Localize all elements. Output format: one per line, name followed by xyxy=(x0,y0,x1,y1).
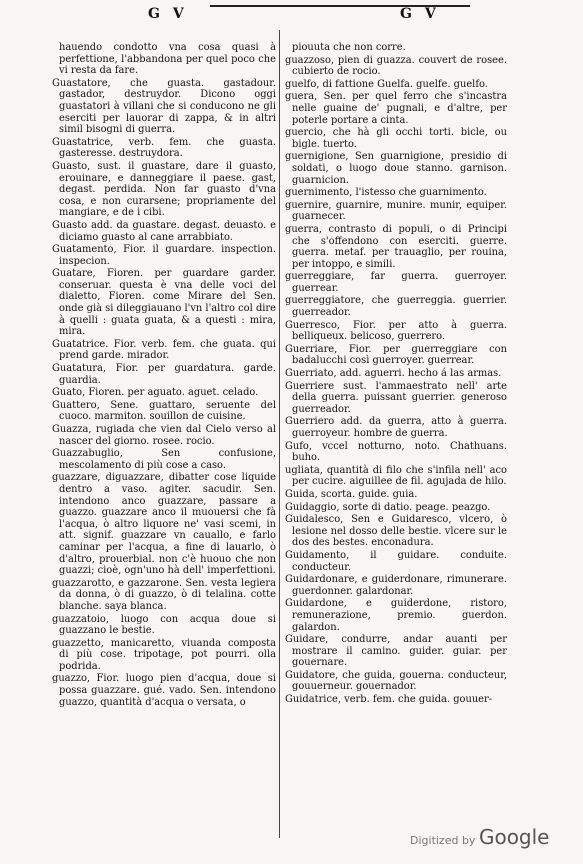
dictionary-entry: Guazzabuglio, Sen confusione, mescolamento di più cose a caso. xyxy=(52,448,276,471)
watermark-brand: Google xyxy=(478,825,550,849)
right-column xyxy=(285,42,507,707)
dictionary-entry: guazzatoio, luogo con acqua doue si guazzano le bestie. xyxy=(52,613,276,637)
dictionary-entry: guelfo, di fattione Guelfa. guelfe. guelfo. xyxy=(285,78,488,90)
column-divider xyxy=(279,30,280,838)
dictionary-entry: guerreggiatore, che guerreggia. guerrier. guerreador. xyxy=(285,295,507,319)
dictionary-entry: ugliata, quantità di filo che s'infila nell' aco per cucire. aiguillee de fil. agujada de hilo. xyxy=(285,464,507,488)
dictionary-entry: Guattero, Sene. guattaro, seruente del cuoco. marmiton. souillon de cuisine. xyxy=(52,399,276,423)
digitization-watermark xyxy=(410,825,549,849)
dictionary-entry: guernimento, l'istesso che guarnimento. xyxy=(285,187,487,199)
dictionary-entry: Guato, Fioren. per aguato. aguet. celado. xyxy=(52,387,259,399)
dictionary-entry: hauendo condotto vna cosa quasi à perfettione, l'abbandona per quel poco che vi resta da fare. xyxy=(59,42,276,77)
dictionary-entry: guerreggiare, far guerra. guerroyer. guerrear. xyxy=(285,271,507,294)
dictionary-entry: Guazza, rugiada che vien dal Cielo verso al nascer del giorno. rosee. rocio. xyxy=(52,424,276,447)
dictionary-entry: Guerriato, add. aguerri. hecho á las armas. xyxy=(285,368,502,380)
left-column xyxy=(52,42,276,709)
dictionary-entry: Guerriero add. da guerra, atto à guerra. guerroyeur. hombre de guerra. xyxy=(285,416,507,439)
dictionary-entry: Guidaggio, sorte di datio. peage. peazgo. xyxy=(285,501,491,513)
dictionary-entry: Guasto, sust. il guastare, dare il guasto, erouinare, e danneggiare il paese. gast, degast. perdida. Non far guasto d'vna cosa, e non curarsene; propriamente del mangiare, e de i cibi. xyxy=(52,160,276,219)
running-header-right: G V xyxy=(400,6,440,22)
dictionary-entry: Guidamento, il guidare. conduite. conducteur. xyxy=(285,549,507,573)
dictionary-entry: Guatatrice. Fior. verb. fem. che guata. qui prend garde. mirador. xyxy=(52,338,276,362)
dictionary-entry: Guida, scorta. guide. guia. xyxy=(285,488,418,500)
dictionary-entry: guerra, contrasto di populi, o di Principi che s'offendono con eserciti. guerre. guerra. metaf. per trauaglio, per rouina, per intoppo, e simili. xyxy=(285,223,507,270)
dictionary-entry: guernire, guarnire, munire. munir, equiper. guarnecer. xyxy=(285,199,507,223)
dictionary-entry: Guidare, condurre, andar auanti per mostrare il camino. guider. guiar. per gouernare. xyxy=(285,634,507,669)
dictionary-entry: guazzoso, pien di guazza. couvert de rosee. cubierto de rocio. xyxy=(285,54,507,78)
dictionary-entry: Guidardone, e guiderdone, ristoro, remunerazione, premio. guerdon. galardon. xyxy=(285,598,507,633)
dictionary-entry: Gufo, vccel notturno, noto. Chathuans. buho. xyxy=(285,440,507,464)
dictionary-entry: guazzetto, manicaretto, viuanda composta di più cose. tripotage, pot pourri. olla podrida. xyxy=(52,637,276,672)
dictionary-entry: guernigione, Sen guarnigione, presidio di soldati, o luogo doue stanno. garnison. guarnicion. xyxy=(285,151,507,186)
dictionary-entry: Guerresco, Fior. per atto à guerra. belliqueux. belicoso, guerrero. xyxy=(285,319,507,343)
dictionary-entry: Guatamento, Fior. il guardare. inspection. inspecion. xyxy=(52,244,276,267)
dictionary-entry: Guerriere sust. l'ammaestrato nell' arte della guerra. puissant guerrier. generoso guerreador. xyxy=(285,380,507,415)
dictionary-entry: guazzarotto, e gazzarone. Sen. vesta legiera da donna, ò di guazzo, ò di telalina. cotte blanche. saya blanca. xyxy=(52,577,276,612)
dictionary-entry: Guatatura, Fior. per guardatura. garde. guardia. xyxy=(52,363,276,386)
watermark-prefix: Digitized by xyxy=(410,834,476,847)
dictionary-entry: guazzo, Fior. luogo pien d'acqua, doue si possa guazzare. gué. vado. Sen. intendono guazzo, quantità d'acqua o versata, o xyxy=(52,673,276,708)
dictionary-entry: Guasto add. da guastare. degast. deuasto. e diciamo guasto al cane arrabbiato. xyxy=(52,219,276,243)
dictionary-entry: Guidatore, che guida, gouerna. conducteur, gouuerneur. gouernador. xyxy=(285,669,507,693)
dictionary-entry: Guidatrice, verb. fem. che guida. gouuer- xyxy=(285,694,493,706)
running-header-left: G V xyxy=(148,6,188,22)
dictionary-entry: guercio, che hà gli occhi torti. bicle, ou bigle. tuerto. xyxy=(285,127,507,150)
dictionary-entry: Guastatore, che guasta. gastadour. gastador, destruydor. Dicono oggi guastatori à villani che si conducono ne gli eserciti per lauorar di zappa, & in altri simil bisogni di guerra. xyxy=(52,77,276,136)
dictionary-entry: guera, Sen. per quel ferro che s'incastra nelle guaine de' pugnali, e d'altre, per poterle portare a cinta. xyxy=(285,91,507,126)
dictionary-entry: Guatare, Fioren. per guardare garder. conseruar. questa è vna delle voci del dialetto, Fioren. come Mirare del Sen. onde già si dileggiauano l'vn l'altro col dire à quelli : guata guata, & a questi : mira, mira. xyxy=(52,268,276,338)
dictionary-entry: Guastatrice, verb. fem. che guasta. gasteresse. destruydora. xyxy=(52,136,276,160)
dictionary-entry: piouuta che non corre. xyxy=(292,42,406,53)
dictionary-entry: Guerriare, Fior. per guerreggiare con badalucchi così guerroyer. guerrear. xyxy=(285,343,507,367)
dictionary-entry: Guidalesco, Sen e Guidaresco, vlcero, ò lesione nel dosso delle bestie. vlcere sur le dos des bestes. enconadura. xyxy=(285,514,507,549)
dictionary-entry: Guidardonare, e guiderdonare, rimunerare. guerdonner. galardonar. xyxy=(285,574,507,597)
dictionary-entry: guazzare, diguazzare, dibatter cose liquide dentro a vaso. agiter. sacudir. Sen. intendono anco guazzare, passare a guazzo. guazzare anco il muouersi che fà l'acqua, ò altro liquore ne' vasi scemi, in att. signif. guazzare vn cauallo, e farlo caminar per l'acqua, a fine di lauarlo, ò d'altro, prouerbial. non c'è huouo che non guazzi; cioè, ogn'uno hà dell' imperfettioni. xyxy=(52,472,276,577)
